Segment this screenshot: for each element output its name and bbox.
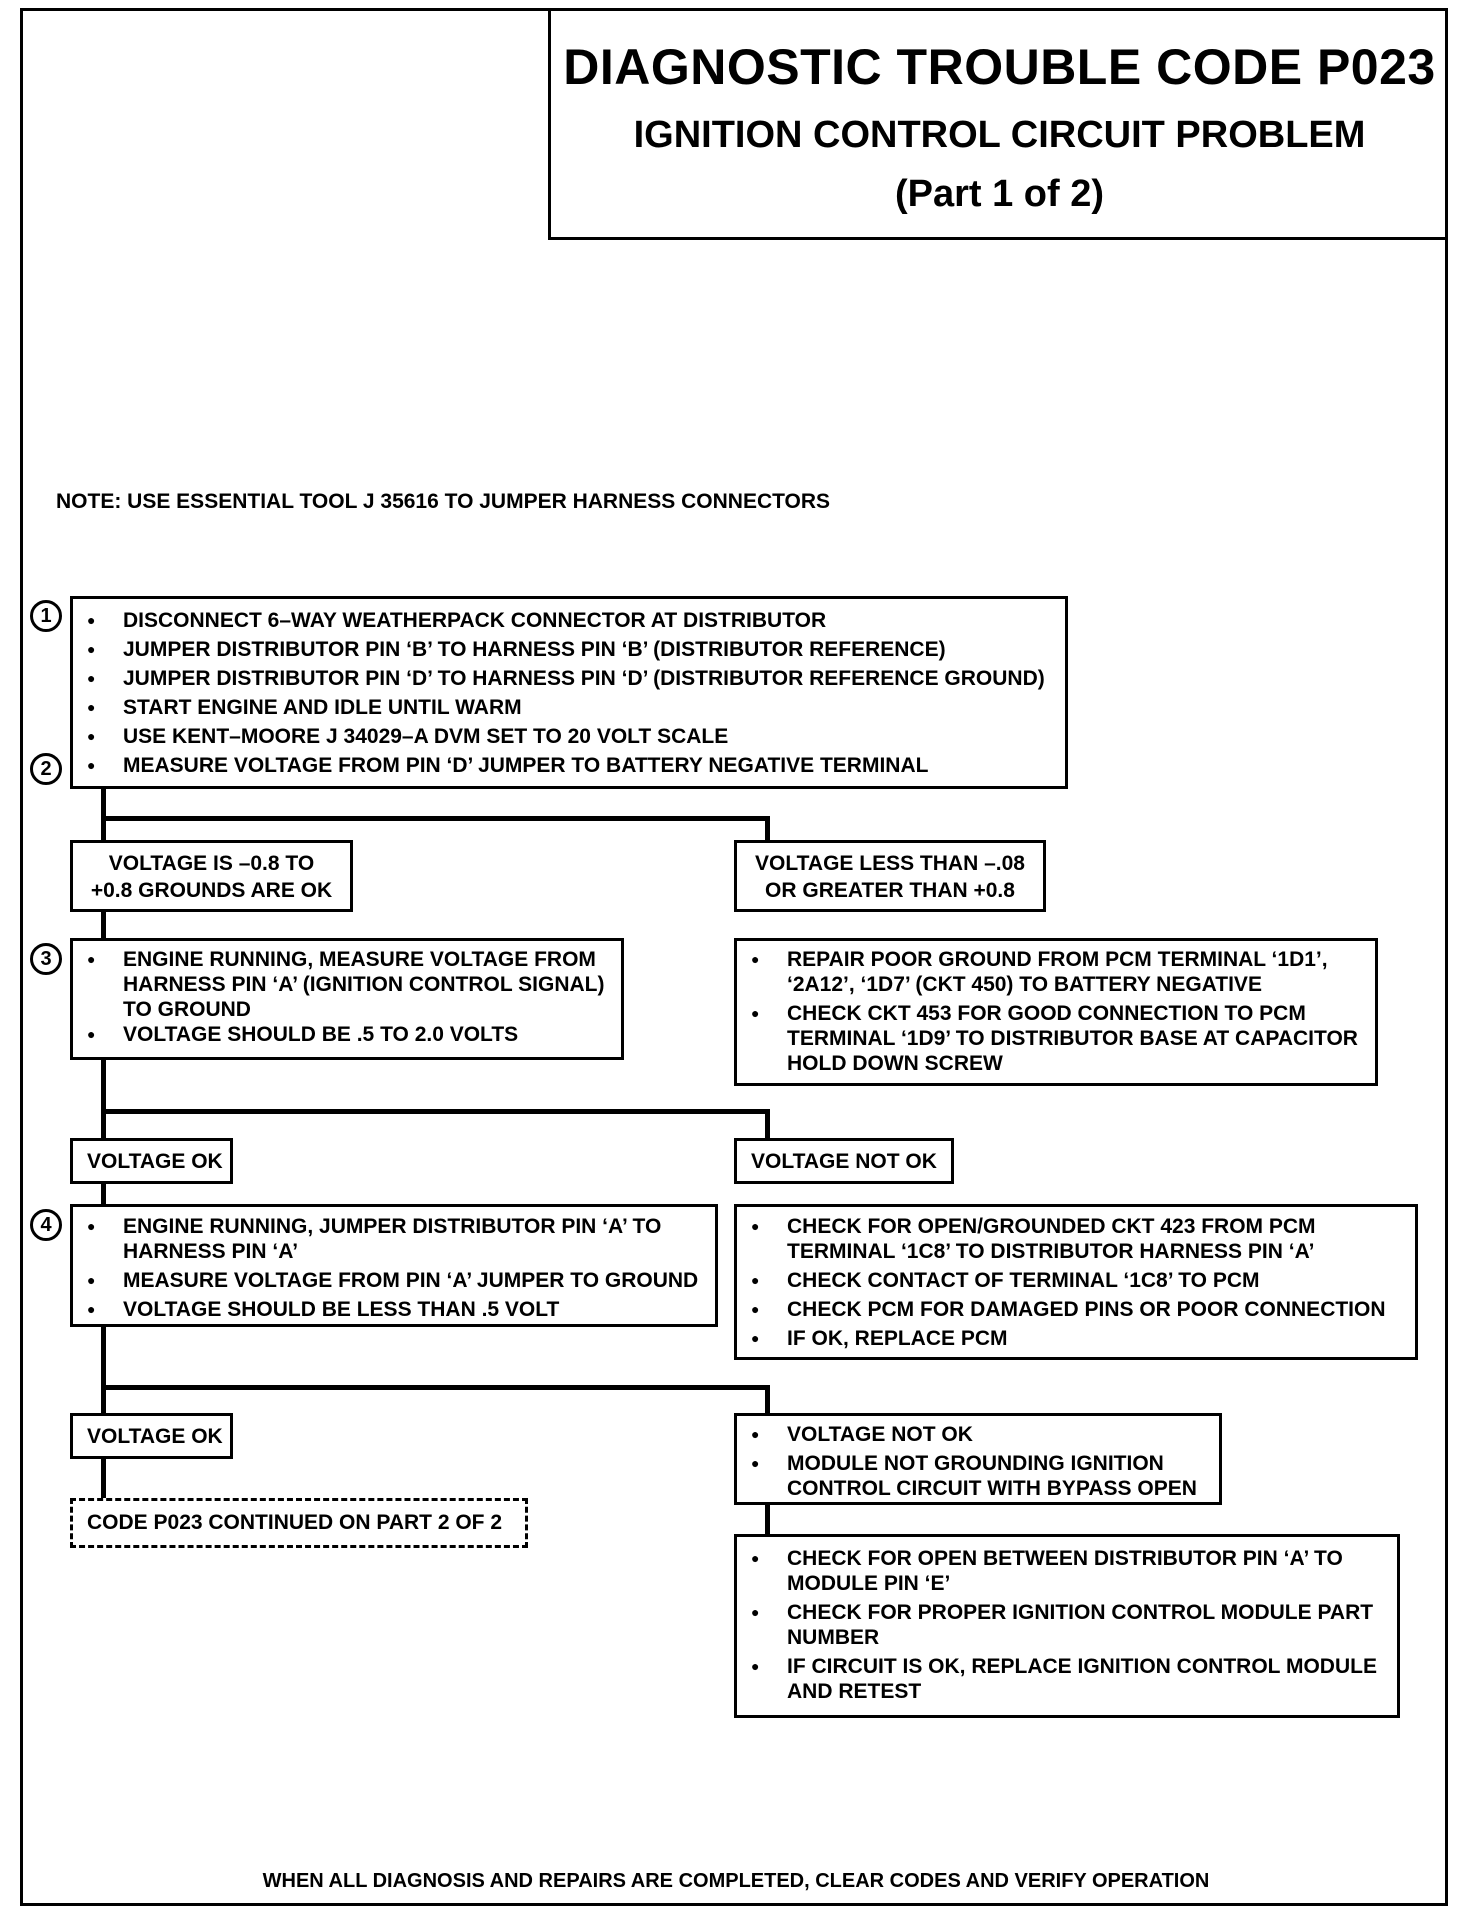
check-module-box: [734, 1534, 1400, 1718]
step3-instruction-box: [70, 938, 624, 1060]
connector-line: [101, 910, 106, 940]
check-ckt423-item: ● IF OK, REPLACE PCM: [737, 1326, 1415, 1351]
voltage-not-ok-box-1: VOLTAGE NOT OK: [734, 1138, 954, 1184]
voltage-not-ok-box-2: [734, 1413, 1222, 1505]
grounds-ok-box: [70, 840, 353, 912]
step1-instruction-box: [70, 596, 1068, 789]
step4-item: ● ENGINE RUNNING, JUMPER DISTRIBUTOR PIN ‘A’ TO HARNESS PIN ‘A’: [73, 1214, 715, 1264]
module-fault-item: ● VOLTAGE NOT OK: [737, 1422, 1219, 1447]
step1-item: ● JUMPER DISTRIBUTOR PIN ‘D’ TO HARNESS PIN ‘D’ (DISTRIBUTOR REFERENCE GROUND): [73, 666, 1065, 691]
connector-line: [101, 1323, 106, 1413]
grounds-not-ok-box: [734, 840, 1046, 912]
tool-note: NOTE: USE ESSENTIAL TOOL J 35616 TO JUMPER HARNESS CONNECTORS: [56, 490, 831, 513]
connector-line: [101, 1385, 770, 1390]
module-fault-item: ● MODULE NOT GROUNDING IGNITION CONTROL CIRCUIT WITH BYPASS OPEN: [737, 1451, 1219, 1501]
connector-line: [101, 1058, 106, 1138]
page-title: DIAGNOSTIC TROUBLE CODE P023: [563, 39, 1436, 95]
check-ckt423-box: [734, 1204, 1418, 1360]
check-ckt423-item: ● CHECK CONTACT OF TERMINAL ‘1C8’ TO PCM: [737, 1268, 1415, 1293]
check-module-item: ● CHECK FOR PROPER IGNITION CONTROL MODULE PART NUMBER: [737, 1600, 1397, 1650]
check-module-item: ● IF CIRCUIT IS OK, REPLACE IGNITION CONTROL MODULE AND RETEST: [737, 1654, 1397, 1704]
step4-instruction-box: [70, 1204, 718, 1327]
connector-line: [765, 1109, 770, 1138]
step-marker-4: 4: [30, 1209, 62, 1241]
connector-line: [101, 1457, 106, 1498]
step3-item: ● ENGINE RUNNING, MEASURE VOLTAGE FROM HARNESS PIN ‘A’ (IGNITION CONTROL SIGNAL) TO GROUND: [73, 947, 621, 1022]
step4-item: ● MEASURE VOLTAGE FROM PIN ‘A’ JUMPER TO GROUND: [73, 1268, 715, 1293]
grounds-ok-line1: VOLTAGE IS –0.8 TO: [108, 852, 315, 875]
repair-ground-item: ● CHECK CKT 453 FOR GOOD CONNECTION TO PCM TERMINAL ‘1D9’ TO DISTRIBUTOR BASE AT CAPACITOR HOLD DOWN SCREW: [737, 1001, 1375, 1076]
step1-item: ● USE KENT–MOORE J 34029–A DVM SET TO 20 VOLT SCALE: [73, 724, 1065, 749]
continued-reference-box: CODE P023 CONTINUED ON PART 2 OF 2: [70, 1498, 528, 1548]
connector-line: [765, 816, 770, 840]
check-ckt423-item: ● CHECK PCM FOR DAMAGED PINS OR POOR CONNECTION: [737, 1297, 1415, 1322]
step-marker-3: 3: [30, 943, 62, 975]
connector-line: [101, 788, 106, 840]
step2-item: ● MEASURE VOLTAGE FROM PIN ‘D’ JUMPER TO BATTERY NEGATIVE TERMINAL: [73, 753, 1065, 778]
connector-line: [765, 1503, 770, 1534]
step1-item: ● DISCONNECT 6–WAY WEATHERPACK CONNECTOR AT DISTRIBUTOR: [73, 608, 1065, 633]
step1-item: ● JUMPER DISTRIBUTOR PIN ‘B’ TO HARNESS PIN ‘B’ (DISTRIBUTOR REFERENCE): [73, 637, 1065, 662]
grounds-not-ok-line2: OR GREATER THAN +0.8: [765, 879, 1015, 902]
connector-line: [101, 1109, 770, 1114]
step1-item: ● START ENGINE AND IDLE UNTIL WARM: [73, 695, 1065, 720]
connector-line: [101, 1182, 106, 1206]
grounds-ok-line2: +0.8 GROUNDS ARE OK: [90, 879, 333, 902]
voltage-ok-box-1: VOLTAGE OK: [70, 1138, 233, 1184]
repair-ground-box: [734, 938, 1378, 1086]
connector-line: [101, 816, 770, 821]
repair-ground-item: ● REPAIR POOR GROUND FROM PCM TERMINAL ‘1D1’, ‘2A12’, ‘1D7’ (CKT 450) TO BATTERY NEGATIVE: [737, 947, 1375, 997]
voltage-ok-box-2: VOLTAGE OK: [70, 1413, 233, 1459]
page-part: (Part 1 of 2): [894, 173, 1105, 215]
check-ckt423-item: ● CHECK FOR OPEN/GROUNDED CKT 423 FROM PCM TERMINAL ‘1C8’ TO DISTRIBUTOR HARNESS PIN ‘A’: [737, 1214, 1415, 1264]
page-subtitle: IGNITION CONTROL CIRCUIT PROBLEM: [633, 114, 1366, 156]
step3-item: ● VOLTAGE SHOULD BE .5 TO 2.0 VOLTS: [73, 1022, 621, 1047]
step-marker-1: 1: [30, 600, 62, 632]
connector-line: [765, 1385, 770, 1413]
step4-item: ● VOLTAGE SHOULD BE LESS THAN .5 VOLT: [73, 1297, 715, 1322]
footer-note: WHEN ALL DIAGNOSIS AND REPAIRS ARE COMPLETED, CLEAR CODES AND VERIFY OPERATION: [262, 1870, 1210, 1892]
title-box: [548, 8, 1448, 240]
step-marker-2: 2: [30, 753, 62, 785]
grounds-not-ok-line1: VOLTAGE LESS THAN –.08: [755, 852, 1025, 875]
check-module-item: ● CHECK FOR OPEN BETWEEN DISTRIBUTOR PIN ‘A’ TO MODULE PIN ‘E’: [737, 1546, 1397, 1596]
